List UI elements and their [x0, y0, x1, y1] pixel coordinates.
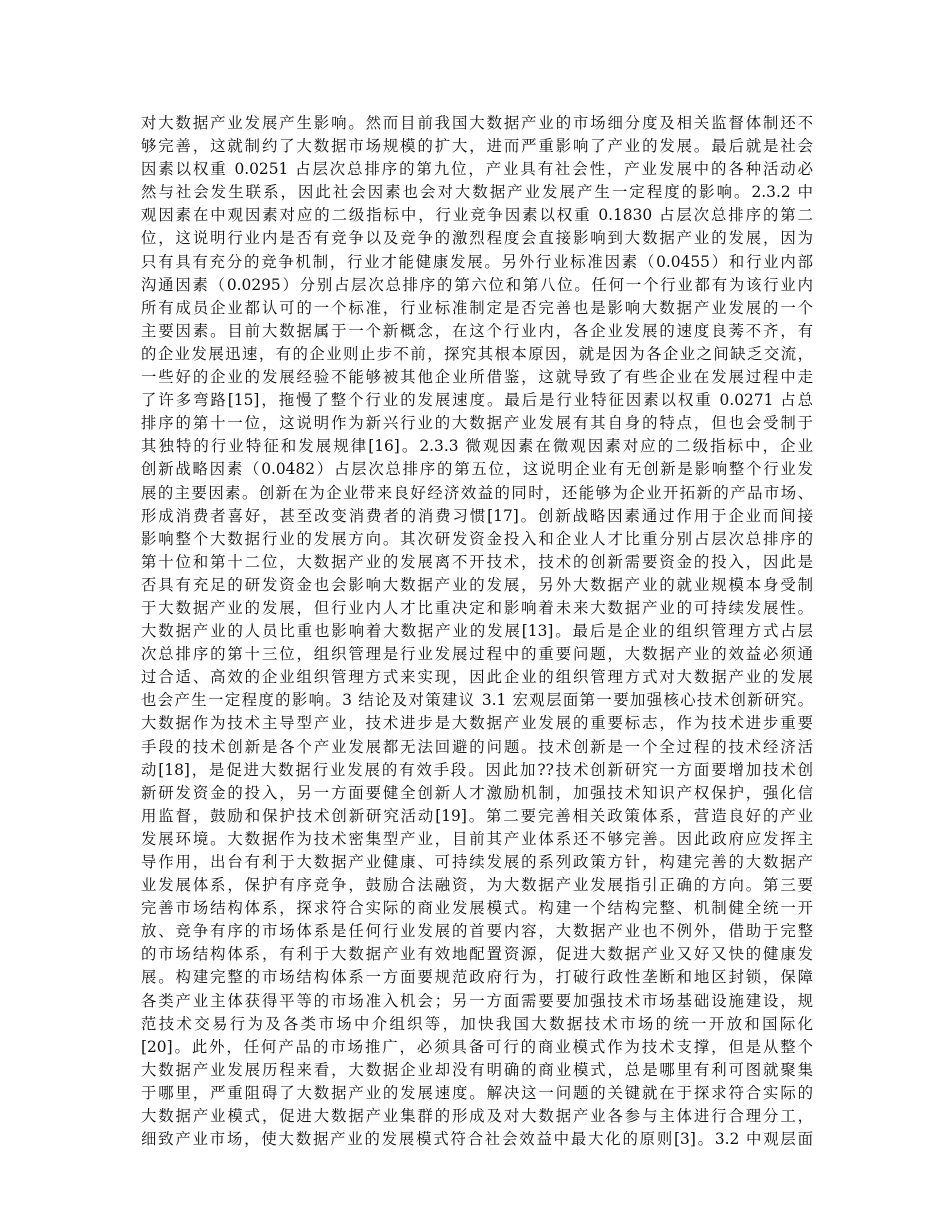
text-line: 第十位和第十二位，大数据产业的发展离不开技术，技术的创新需要资金的投入，因此是 [141, 552, 813, 571]
text-line: 主要因素。目前大数据属于一个新概念，在这个行业内，各企业发展的速度良莠不齐，有 [141, 321, 813, 340]
text-line: 新研发资金的投入，另一方面要健全创新人才激励机制，加强技术知识产权保护，强化信 [141, 783, 813, 802]
text-line: 手段的技术创新是各个产业发展都无法回避的问题。技术创新是一个全过程的技术经济活 [141, 737, 813, 756]
text-line: 于哪里，严重阻碍了大数据产业的发展速度。解决这一问题的关键就在于探求符合实际的 [141, 1083, 813, 1102]
text-line: 因素以权重 0.0251 占层次总排序的第九位，产业具有社会性，产业发展中的各种活动必 [141, 160, 813, 179]
text-line: 展的主要因素。创新在为企业带来良好经济效益的同时，还能够为企业开拓新的产品市场、 [141, 483, 813, 502]
text-line: 放、竞争有序的市场体系是任何行业发展的首要内容，大数据产业也不例外，借助于完整 [141, 922, 813, 941]
text-line: 的企业发展迅速，有的企业则止步不前，探究其根本原因，就是因为各企业之间缺乏交流， [141, 344, 813, 363]
text-line: 的市场结构体系，有利于大数据产业有效地配置资源，促进大数据产业又好又快的健康发 [141, 945, 813, 964]
text-line: 完善市场结构体系，探求符合实际的商业发展模式。构建一个结构完整、机制健全统一开 [141, 899, 813, 918]
text-line: 位，这说明行业内是否有竞争以及竞争的激烈程度会直接影响到大数据产业的发展，因为 [141, 229, 813, 248]
text-line: 观因素在中观因素对应的二级指标中，行业竞争因素以权重 0.1830 占层次总排序的第二 [141, 206, 813, 225]
text-line: 也会产生一定程度的影响。3 结论及对策建议 3.1 宏观层面第一要加强核心技术创新研究。 [141, 691, 813, 710]
text-line: 创新战略因素（0.0482）占层次总排序的第五位，这说明企业有无创新是影响整个行业发 [141, 460, 813, 479]
text-line: 细致产业市场，使大数据产业的发展模式符合社会效益中最大化的原则[3]。3.2 中观层面 [141, 1130, 813, 1149]
text-line: 对大数据产业发展产生影响。然而目前我国大数据产业的市场细分度及相关监督体制还不 [141, 114, 813, 132]
text-line: 一些好的企业的发展经验不能够被其他企业所借鉴，这就导致了有些企业在发展过程中走 [141, 368, 813, 387]
text-line: 过合适、高效的企业组织管理方式来实现，因此企业的组织管理方式对大数据产业的发展 [141, 668, 813, 687]
text-line: 排序的第十一位，这说明作为新兴行业的大数据产业发展有其自身的特点，但也会受制于 [141, 414, 813, 433]
text-line: 否具有充足的研发资金也会影响大数据产业的发展，另外大数据产业的就业规模本身受制 [141, 575, 813, 594]
text-line: 形成消费者喜好，甚至改变消费者的消费习惯[17]。创新战略因素通过作用于企业而间接 [141, 506, 813, 525]
text-line: 次总排序的第十三位，组织管理是行业发展过程中的重要问题，大数据产业的效益必须通 [141, 645, 813, 664]
text-line: 动[18]，是促进大数据行业发展的有效手段。因此加??技术创新研究一方面要增加技术创 [141, 760, 813, 779]
text-line: 各类产业主体获得平等的市场准入机会；另一方面需要要加强技术市场基础设施建设，规 [141, 991, 813, 1010]
text-line: 只有具有充分的竞争机制，行业才能健康发展。另外行业标准因素（0.0455）和行业内部 [141, 252, 813, 271]
text-line: [20]。此外，任何产品的市场推广，必须具备可行的商业模式作为技术支撑，但是从整个 [141, 1037, 813, 1056]
body-text [141, 112, 813, 1151]
text-line: 用监督，鼓励和保护技术创新研究活动[19]。第二要完善相关政策体系，营造良好的产业 [141, 806, 813, 825]
text-line: 其独特的行业特征和发展规律[16]。2.3.3 微观因素在微观因素对应的二级指标中，企业 [141, 437, 813, 456]
text-line: 沟通因素（0.0295）分别占层次总排序的第六位和第八位。任何一个行业都有为该行业内 [141, 275, 813, 294]
text-line: 大数据产业模式，促进大数据产业集群的形成及对大数据产业各参与主体进行合理分工， [141, 1107, 813, 1126]
text-line: 然与社会发生联系，因此社会因素也会对大数据产业发展产生一定程度的影响。2.3.2 中 [141, 183, 813, 202]
text-line: 范技术交易行为及各类市场中介组织等，加快我国大数据技术市场的统一开放和国际化 [141, 1014, 813, 1033]
text-line: 所有成员企业都认可的一个标准，行业标准制定是否完善也是影响大数据产业发展的一个 [141, 298, 813, 317]
text-line: 展。构建完整的市场结构体系一方面要规范政府行为，打破行政性垄断和地区封锁，保障 [141, 968, 813, 987]
text-line: 发展环境。大数据作为技术密集型产业，目前其产业体系还不够完善。因此政府应发挥主 [141, 829, 813, 848]
text-line: 大数据产业发展历程来看，大数据企业却没有明确的商业模式，总是哪里有利可图就聚集 [141, 1060, 813, 1079]
text-line: 了许多弯路[15]，拖慢了整个行业的发展速度。最后是行业特征因素以权重 0.0271 占总 [141, 391, 813, 410]
text-line: 业发展体系，保护有序竞争，鼓励合法融资，为大数据产业发展指引正确的方向。第三要 [141, 876, 813, 895]
text-line: 影响整个大数据行业的发展方向。其次研发资金投入和企业人才比重分别占层次总排序的 [141, 529, 813, 548]
text-line: 于大数据产业的发展，但行业内人才比重决定和影响着未来大数据产业的可持续发展性。 [141, 598, 813, 617]
text-line: 够完善，这就制约了大数据市场规模的扩大，进而严重影响了产业的发展。最后就是社会 [141, 137, 813, 156]
text-line: 大数据产业的人员比重也影响着大数据产业的发展[13]。最后是企业的组织管理方式占层 [141, 622, 813, 641]
text-line: 导作用，出台有利于大数据产业健康、可持续发展的系列政策方针，构建完善的大数据产 [141, 853, 813, 871]
text-line: 大数据作为技术主导型产业，技术进步是大数据产业发展的重要标志，作为技术进步重要 [141, 714, 813, 733]
